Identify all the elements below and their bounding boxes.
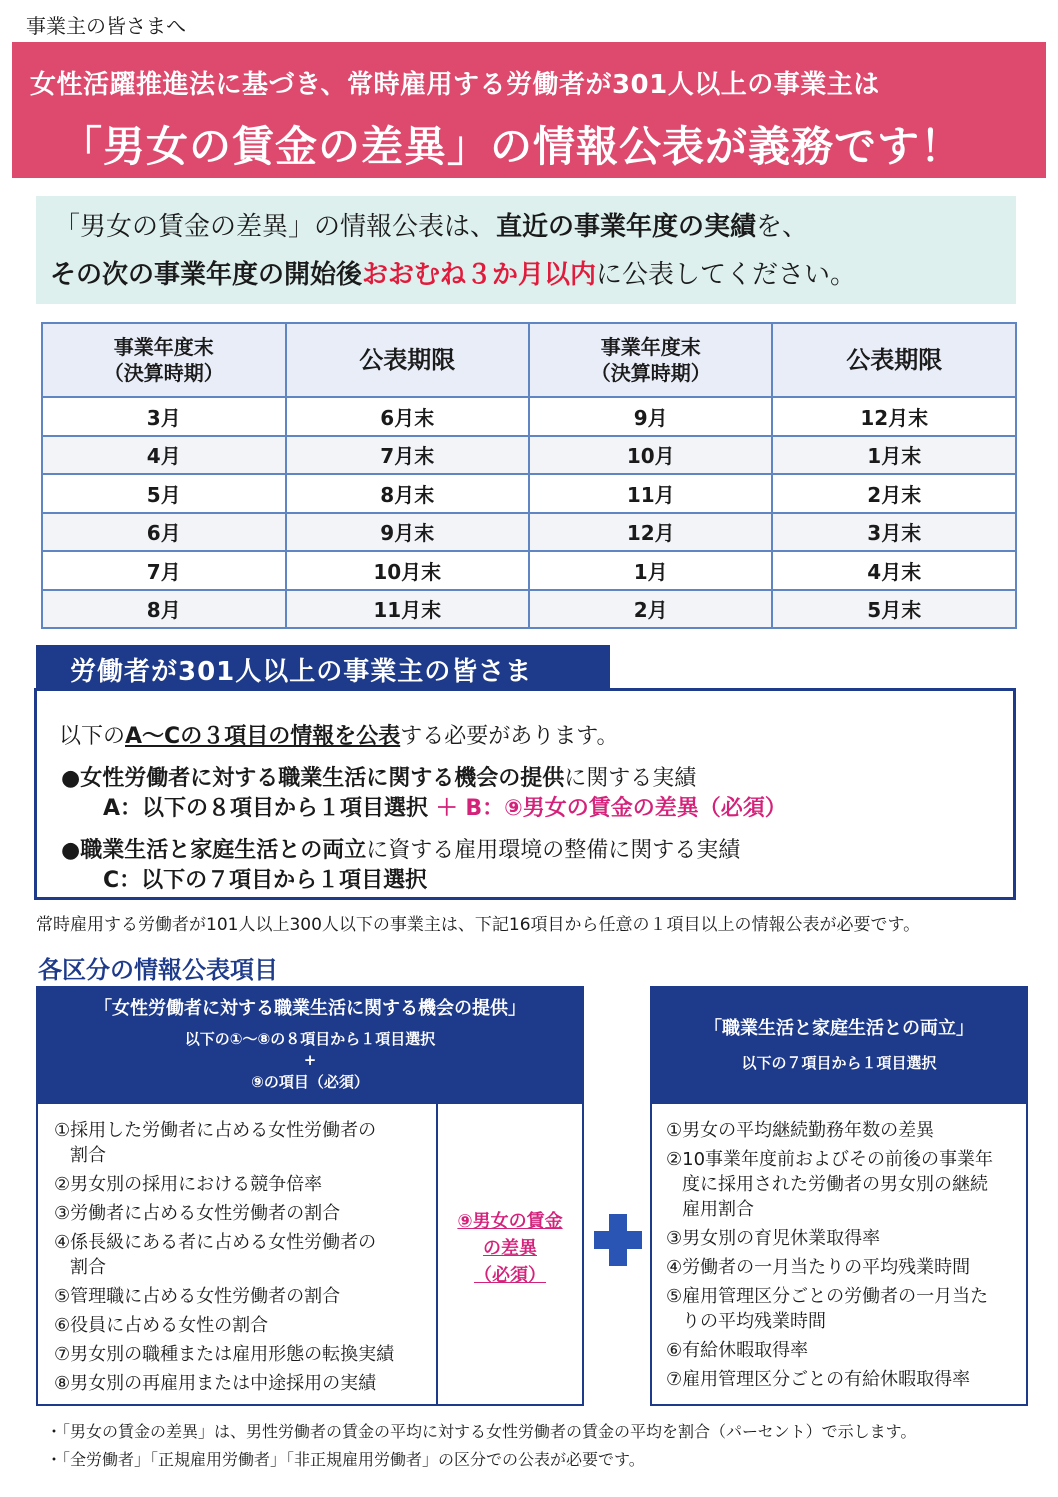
- list-item: [54, 1313, 436, 1338]
- table-cell: 5月: [42, 474, 286, 513]
- required-item-box: [438, 1104, 584, 1406]
- header-text: 事業年度末: [600, 335, 701, 359]
- list-item: [54, 1284, 436, 1309]
- list-item-line: りの平均残業時間: [682, 1311, 826, 1332]
- list-item: [54, 1342, 436, 1367]
- list-item: [666, 1226, 1026, 1251]
- header-deadline: 公表期限: [286, 323, 529, 397]
- banner-line-1: 女性活躍推進法に基づき、常時雇用する労働者が301人以上の事業主は: [30, 70, 880, 100]
- table-header-row: [42, 323, 1016, 397]
- left-header-plus: +: [303, 1051, 317, 1069]
- header-text: 事業年度末: [113, 335, 214, 359]
- notice-text: を、: [756, 212, 809, 242]
- notice-text: 「男女の賃金の差異」の情報公表は、: [54, 212, 497, 242]
- greeting: 事業主の皆さまへ: [26, 14, 186, 38]
- table-cell: 11月末: [286, 590, 529, 629]
- table-row: [42, 513, 1016, 552]
- left-header-sub: 以下の①～⑧の８項目から１項目選択: [184, 1030, 436, 1048]
- list-item-line: ⑦雇用管理区分ごとの有給休暇取得率: [666, 1369, 971, 1390]
- list-item: [666, 1284, 1026, 1334]
- list-item: [666, 1147, 1026, 1222]
- table-cell: 12月: [529, 513, 773, 552]
- bullet: ●: [61, 766, 81, 791]
- section-tab: 労働者が301人以上の事業主の皆さま: [36, 645, 610, 691]
- list-item-line: ②男女別の採用における競争倍率: [54, 1174, 323, 1195]
- req-bold: 女性労働者に対する職業生活に関する機会の提供: [80, 766, 565, 791]
- list-item-line: 雇用割合: [682, 1199, 754, 1220]
- table-cell: 9月末: [286, 513, 529, 552]
- list-item: [54, 1230, 436, 1280]
- left-header-title: 「女性労働者に対する職業生活に関する機会の提供」: [94, 998, 526, 1019]
- list-item: [54, 1201, 436, 1226]
- req-text: に資する雇用環境の整備に関する実績: [366, 838, 741, 863]
- table-cell: 8月: [42, 590, 286, 629]
- list-item-line: ①男女の平均継続勤務年数の差異: [666, 1120, 935, 1141]
- req-pink: ＋ B：⑨男女の賃金の差異（必須）: [435, 796, 787, 821]
- list-item: [666, 1255, 1026, 1280]
- table-cell: 6月: [42, 513, 286, 552]
- banner-line-2: 「男女の賃金の差異」の情報公表が義務です！: [60, 122, 964, 171]
- req-line-4: C：以下の７項目から１項目選択: [103, 868, 428, 893]
- left-header-required: ⑨の項目（必須）: [251, 1073, 369, 1091]
- list-item: [666, 1338, 1026, 1363]
- req-line-1: [61, 761, 696, 792]
- footnote: ・「男女の賃金の差異」は、男性労働者の賃金の平均に対する女性労働者の賃金の平均を割合（パーセント）で示します。: [46, 1422, 917, 1441]
- list-item-line: 度に採用された労働者の男女別の継続: [682, 1174, 988, 1195]
- left-category-header: [36, 986, 584, 1104]
- header-text: （決算時期）: [103, 361, 224, 385]
- plus-icon: [594, 1231, 642, 1249]
- table-cell: 1月: [529, 551, 773, 590]
- header-deadline: 公表期限: [772, 323, 1016, 397]
- table-cell: 7月: [42, 551, 286, 590]
- list-item-line: ⑤雇用管理区分ごとの労働者の一月当た: [666, 1286, 989, 1307]
- table-cell: 5月末: [772, 590, 1016, 629]
- table-cell: 7月末: [286, 436, 529, 475]
- req-bold: 職業生活と家庭生活との両立: [80, 838, 367, 863]
- table-cell: 4月: [42, 436, 286, 475]
- header-text: （決算時期）: [590, 361, 711, 385]
- req-underline: A～Cの３項目の情報を公表: [125, 724, 401, 749]
- notice-bold: 直近の事業年度の実績: [496, 212, 757, 242]
- list-item: [54, 1371, 436, 1396]
- list-item-line: ③男女別の育児休業取得率: [666, 1228, 881, 1249]
- title-banner: [12, 42, 1046, 178]
- list-item-line: ④係長級にある者に占める女性労働者の: [54, 1232, 377, 1253]
- list-item-line: ⑤管理職に占める女性労働者の割合: [54, 1286, 341, 1307]
- required-line: の差異: [483, 1238, 537, 1259]
- table-row: [42, 474, 1016, 513]
- required-item-text: [438, 1208, 582, 1289]
- notice-bold: その次の事業年度の開始後: [50, 260, 363, 290]
- req-line-0: [59, 719, 618, 750]
- table-cell: 1月末: [772, 436, 1016, 475]
- table-cell: 2月: [529, 590, 773, 629]
- list-item-line: ①採用した労働者に占める女性労働者の: [54, 1120, 377, 1141]
- list-item-line: ②10事業年度前およびその前後の事業年: [666, 1149, 994, 1170]
- notice-text: に公表してください。: [596, 260, 857, 290]
- right-header-title: 「職業生活と家庭生活との両立」: [704, 1018, 974, 1039]
- list-item-line: ⑥有給休暇取得率: [666, 1340, 809, 1361]
- list-item-line: ③労働者に占める女性労働者の割合: [54, 1203, 341, 1224]
- table-cell: 3月末: [772, 513, 1016, 552]
- req-line-3: [61, 833, 740, 864]
- list-item: [666, 1118, 1026, 1143]
- table-row: [42, 590, 1016, 629]
- req-text: する必要があります。: [400, 724, 619, 749]
- table-cell: 2月末: [772, 474, 1016, 513]
- table-cell: 8月末: [286, 474, 529, 513]
- table-cell: 12月末: [772, 397, 1016, 436]
- small-note: 常時雇用する労働者が101人以上300人以下の事業主は、下記16項目から任意の１項目以上の情報公表が必要です。: [36, 915, 921, 935]
- table-cell: 9月: [529, 397, 773, 436]
- disclosure-notice: [36, 196, 1016, 304]
- requirements-box: [34, 688, 1016, 900]
- req-text: A：以下の８項目から１項目選択: [103, 796, 429, 821]
- table-row: [42, 551, 1016, 590]
- list-item-line: 割合: [70, 1145, 106, 1166]
- req-text: 以下の: [59, 724, 126, 749]
- notice-row-2: [50, 254, 856, 291]
- right-category-header: [650, 986, 1028, 1104]
- table-cell: 4月末: [772, 551, 1016, 590]
- left-item-list: [36, 1104, 438, 1406]
- notice-red: おおむね３か月以内: [362, 260, 597, 290]
- list-item-line: 割合: [70, 1257, 106, 1278]
- list-item-line: ④労働者の一月当たりの平均残業時間: [666, 1257, 971, 1278]
- req-text: に関する実績: [564, 766, 697, 791]
- header-fiscal-end: [42, 323, 286, 397]
- required-line: ⑨男女の賃金: [457, 1211, 563, 1232]
- list-item: [666, 1367, 1026, 1392]
- table-cell: 10月: [529, 436, 773, 475]
- right-header-sub: 以下の７項目から１項目選択: [741, 1054, 937, 1072]
- footnotes: [46, 1418, 916, 1474]
- list-item: [54, 1118, 436, 1168]
- list-item-line: ⑦男女別の職種または雇用形態の転換実績: [54, 1344, 395, 1365]
- table-row: [42, 436, 1016, 475]
- table-cell: 11月: [529, 474, 773, 513]
- table-row: [42, 397, 1016, 436]
- required-line: （必須）: [474, 1265, 546, 1286]
- req-line-2: [103, 791, 787, 822]
- right-item-list: [650, 1104, 1028, 1406]
- deadline-table: [41, 322, 1017, 629]
- bullet: ●: [61, 838, 81, 863]
- table-cell: 6月末: [286, 397, 529, 436]
- list-item-line: ⑧男女別の再雇用または中途採用の実績: [54, 1373, 377, 1394]
- header-fiscal-end: [529, 323, 773, 397]
- subhead: 各区分の情報公表項目: [38, 956, 278, 984]
- footnote: ・「全労働者」「正規雇用労働者」「非正規雇用労働者」の区分での公表が必要です。: [46, 1450, 645, 1469]
- list-item: [54, 1172, 436, 1197]
- table-cell: 10月末: [286, 551, 529, 590]
- table-cell: 3月: [42, 397, 286, 436]
- notice-row-1: [54, 206, 808, 243]
- list-item-line: ⑥役員に占める女性の割合: [54, 1315, 269, 1336]
